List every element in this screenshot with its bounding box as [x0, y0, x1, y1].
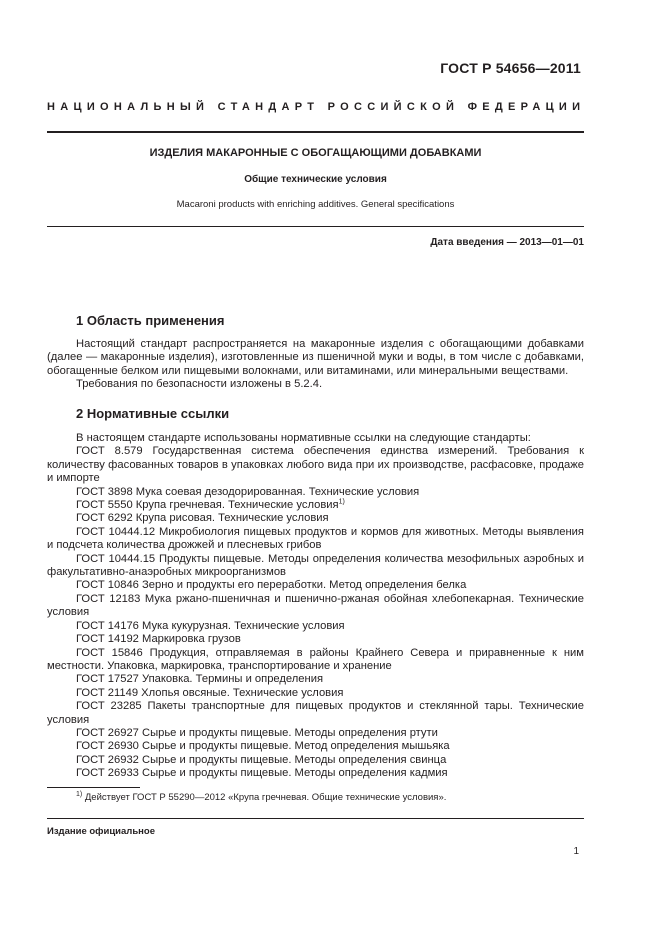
introduction-date: Дата введения — 2013—01—01 — [430, 237, 584, 248]
footnote-marker[interactable]: 1) — [338, 498, 345, 506]
document-title: ИЗДЕЛИЯ МАКАРОННЫЕ С ОБОГАЩАЮЩИМИ ДОБАВКАМИ — [149, 147, 482, 159]
reference-item: ГОСТ 26932 Сырье и продукты пищевые. Методы определения свинца — [76, 753, 447, 766]
footer-divider — [47, 818, 584, 819]
reference-item: ГОСТ 8.579 Государственная система обеспечения единства измерений. Требования к количеству фасованных товаров в упаковках любого вида при их производстве, расфасовке, продаже и импорте — [47, 445, 584, 485]
section-2-intro: В настоящем стандарте использованы нормативные ссылки на следующие стандарты: — [76, 432, 531, 444]
section-1-paragraph: Настоящий стандарт распространяется на макаронные изделия с обогащающими добавками (далее — макаронные изделия), изготовленные из пшеничной муки и воды, в том числе с добавками, обогащенные белком или пищевыми волокнами, или витаминами, или минеральными веществами. — [47, 338, 584, 377]
official-edition-label: Издание официальное — [47, 826, 155, 837]
reference-item: ГОСТ 21149 Хлопья овсяные. Технические условия — [76, 686, 344, 699]
reference-item: ГОСТ 10846 Зерно и продукты его переработки. Метод определения белка — [76, 579, 467, 592]
reference-item: ГОСТ 10444.12 Микробиология пищевых продуктов и кормов для животных. Методы выявления и подсчета количества дрожжей и плесневых грибов — [47, 525, 584, 552]
footnote-marker: 1) — [76, 790, 83, 798]
national-standard-banner: НАЦИОНАЛЬНЫЙ СТАНДАРТ РОССИЙСКОЙ ФЕДЕРАЦИИ — [47, 101, 586, 113]
header-divider — [47, 131, 584, 133]
reference-item: ГОСТ 26930 Сырье и продукты пищевые. Метод определения мышьяка — [76, 740, 450, 753]
english-title: Macaroni products with enriching additives. General specifications — [176, 199, 455, 210]
section-1-paragraph: Требования по безопасности изложены в 5.2.4. — [76, 378, 323, 391]
section-1-heading: 1 Область применения — [76, 313, 225, 328]
document-subtitle: Общие технические условия — [244, 174, 387, 185]
gost-number: ГОСТ Р 54656—2011 — [440, 60, 581, 76]
reference-text: ГОСТ 5550 Крупа гречневая. Технические условия — [76, 499, 339, 512]
reference-item: ГОСТ 6292 Крупа рисовая. Технические условия — [76, 512, 329, 525]
reference-item: ГОСТ 23285 Пакеты транспортные для пищевых продуктов и стеклянной тары. Технические условия — [47, 700, 584, 726]
reference-item: ГОСТ 3898 Мука соевая дезодорированная. Технические условия — [76, 485, 420, 498]
section-1-body — [47, 338, 584, 392]
reference-item: ГОСТ 26927 Сырье и продукты пищевые. Методы определения ртути — [76, 726, 438, 739]
reference-item: ГОСТ 17527 Упаковка. Термины и определения — [76, 673, 324, 686]
page-number: 1 — [573, 846, 579, 857]
reference-item: ГОСТ 14192 Маркировка грузов — [76, 633, 241, 646]
section-2-heading: 2 Нормативные ссылки — [76, 406, 230, 421]
footnote — [76, 792, 446, 803]
section-2-body — [47, 432, 584, 781]
reference-item: ГОСТ 14176 Мука кукурузная. Технические условия — [76, 619, 345, 632]
reference-item: ГОСТ 26933 Сырье и продукты пищевые. Методы определения кадмия — [76, 767, 448, 780]
footnote-text: Действует ГОСТ Р 55290—2012 «Крупа гречневая. Общие технические условия». — [82, 792, 447, 803]
reference-item: ГОСТ 12183 Мука ржано-пшеничная и пшенично-ржаная обойная хлебопекарная. Технические условия — [47, 592, 584, 619]
footnote-divider — [47, 787, 140, 788]
reference-item: ГОСТ 10444.15 Продукты пищевые. Методы определения количества мезофильных аэробных и факультативно-анаэробных микроорганизмов — [47, 552, 584, 579]
reference-item: ГОСТ 15846 Продукция, отправляемая в районы Крайнего Севера и приравненные к ним местности. Упаковка, маркировка, транспортирование и хранение — [47, 646, 584, 672]
reference-item — [47, 499, 584, 512]
title-divider — [47, 226, 584, 227]
